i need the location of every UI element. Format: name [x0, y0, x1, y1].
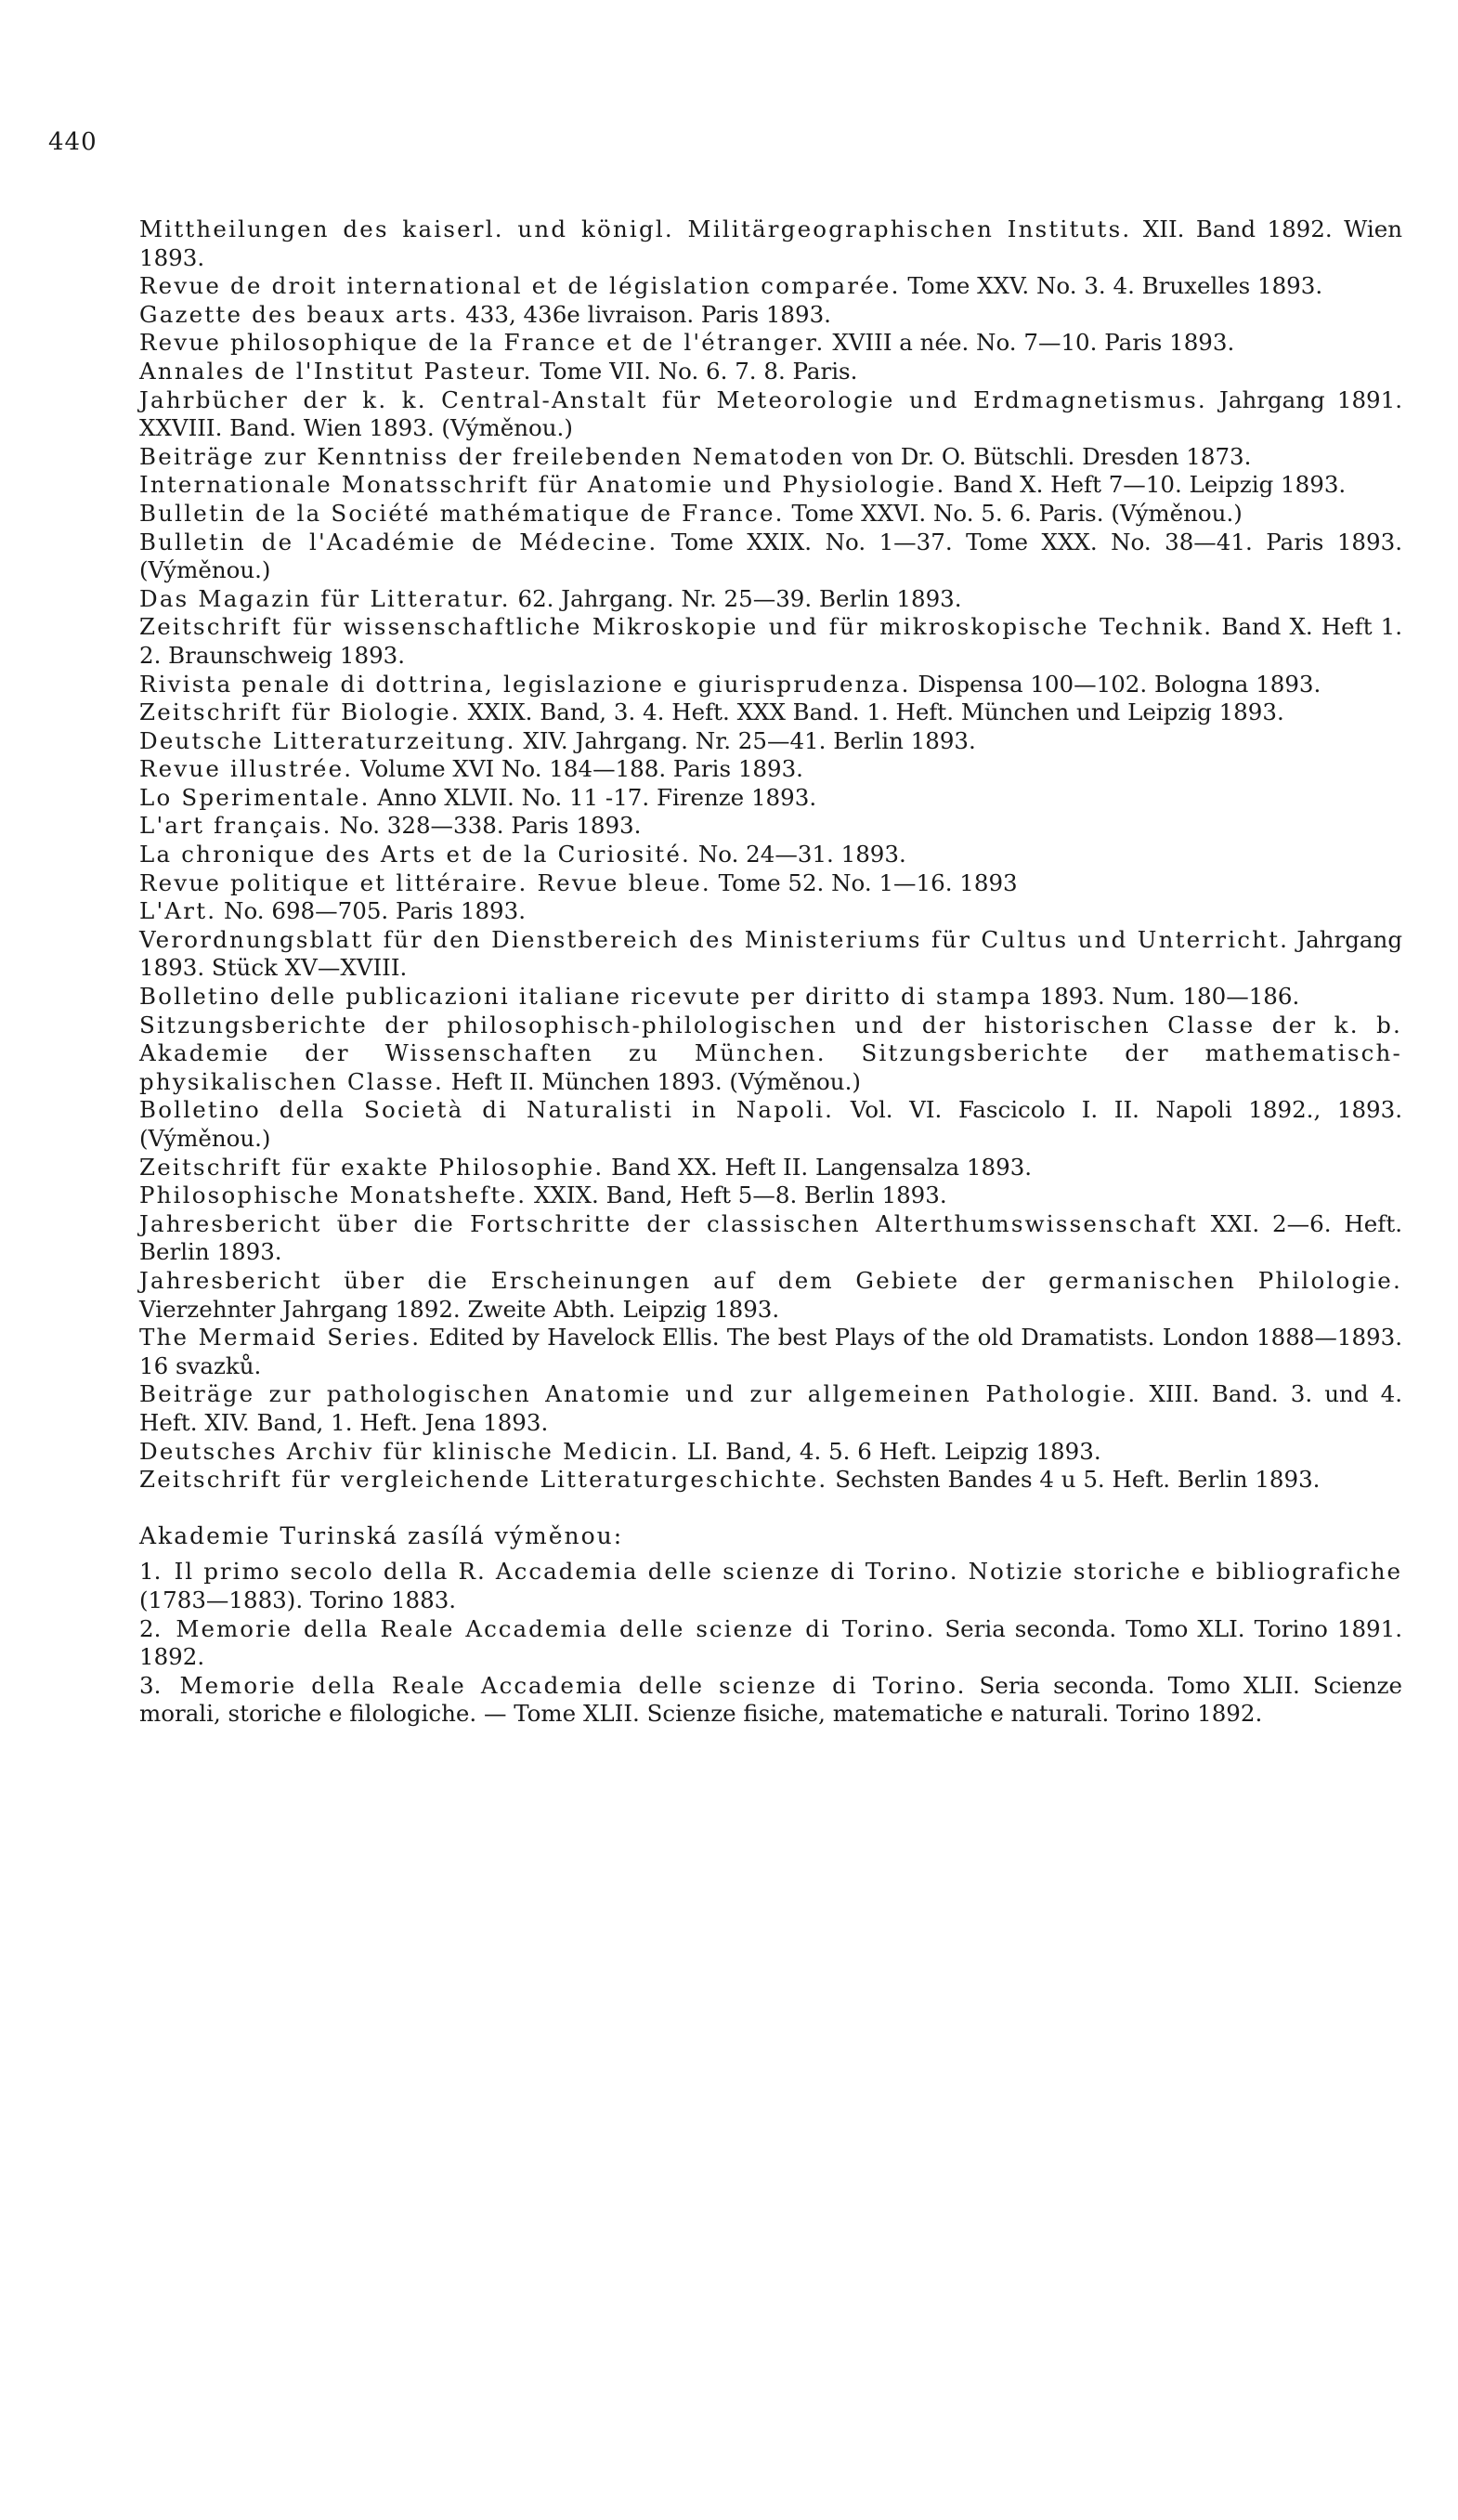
entry-details: Tome XXIX. No. 1—37. Tome XXX. No. 38—41. Paris 1893. (Výměnou.)	[139, 528, 1402, 584]
numbered-entry	[139, 1558, 1402, 1614]
bibliography-entry	[139, 585, 1402, 614]
numbered-entry	[139, 1615, 1402, 1672]
entries-container	[139, 215, 1402, 1495]
section-heading: Akademie Turinská zasílá výměnou:	[139, 1521, 624, 1549]
entry-title: Deutsches Archiv für klinische Medicin.	[139, 1437, 680, 1465]
entry-number: 1.	[139, 1558, 162, 1586]
bibliography-entry	[139, 699, 1402, 727]
entry-title: L'art français.	[139, 812, 332, 840]
bibliography-entry	[139, 471, 1402, 500]
entry-details: Tome VII. No. 6. 7. 8. Paris.	[540, 357, 858, 385]
bibliography-entry	[139, 1210, 1402, 1267]
entry-title: Mittheilungen des kaiserl. und königl. Militärgeographischen Instituts.	[139, 215, 1132, 242]
entry-details: Heft II. München 1893. (Výměnou.)	[450, 1067, 861, 1095]
entry-title: Gazette des beaux arts.	[139, 300, 459, 328]
entry-details: XXIX. Band, 3. 4. Heft. XXX Band. 1. Heft. München und Leipzig 1893.	[467, 699, 1284, 726]
entry-details: No. 328—338. Paris 1893.	[339, 812, 642, 840]
bibliography-entry	[139, 272, 1402, 301]
entry-title: Il primo secolo della R. Accademia delle scienze di Torino. Notizie storiche e bibliografiche	[174, 1558, 1402, 1586]
bibliography-entry	[139, 755, 1402, 784]
entry-details: Band XX. Heft II. Langensalza 1893.	[611, 1153, 1033, 1181]
entry-title: Zeitschrift für vergleichende Litteraturgeschichte.	[139, 1466, 828, 1494]
entry-details: XXIX. Band, Heft 5—8. Berlin 1893.	[533, 1182, 947, 1209]
entry-details: XIV. Jahrgang. Nr. 25—41. Berlin 1893.	[523, 726, 976, 754]
entry-details: Seria seconda. Tomo XLII. Scienze morali, storiche e filologiche. — Tome XLII. Scienze fisiche, matematiche e naturali. Torino 1892.	[139, 1671, 1402, 1728]
entry-details: Edited by Havelock Ellis. The best Plays of the old Dramatists. London 1888—1893. 16 svazků.	[139, 1324, 1403, 1379]
entry-number: 3.	[139, 1671, 162, 1699]
entry-details: XIII. Band. 3. und 4. Heft. XIV. Band, 1. Heft. Jena 1893.	[139, 1380, 1402, 1436]
entry-title: Bolletino della Società di Naturalisti in Napoli.	[139, 1096, 835, 1124]
entry-details: Tome XXV. No. 3. 4. Bruxelles 1893.	[907, 272, 1323, 300]
entry-title: Annales de l'Institut Pasteur.	[139, 357, 533, 385]
entry-details: LI. Band, 4. 5. 6 Heft. Leipzig 1893.	[686, 1437, 1101, 1465]
entry-details: (1783—1883). Torino 1883.	[139, 1586, 457, 1613]
entry-details: Tome XXVI. No. 5. 6. Paris. (Výměnou.)	[791, 499, 1243, 527]
entry-title: Revue de droit international et de législation comparée.	[139, 272, 901, 300]
entry-details: Dispensa 100—102. Bologna 1893.	[918, 670, 1321, 698]
entry-title: Zeitschrift für exakte Philosophie.	[139, 1153, 605, 1181]
bibliography-entry	[139, 329, 1402, 358]
entry-title: Lo Sperimentale.	[139, 783, 371, 811]
entry-details: No. 698—705. Paris 1893.	[224, 897, 527, 925]
entry-details: Tome 52. No. 1—16. 1893	[718, 868, 1018, 896]
entry-details: 1893. Num. 180—186.	[1039, 983, 1300, 1011]
bibliography-entry	[139, 529, 1402, 585]
entry-details: XVIII a née. No. 7—10. Paris 1893.	[832, 329, 1235, 357]
bibliography-entry	[139, 358, 1402, 386]
entry-details: 62. Jahrgang. Nr. 25—39. Berlin 1893.	[517, 584, 962, 612]
entry-title: Beiträge zur pathologischen Anatomie und zur allgemeinen Pathologie.	[139, 1380, 1138, 1408]
bibliography-entry	[139, 897, 1402, 926]
entry-number: 2.	[139, 1614, 162, 1642]
bibliography-entry	[139, 1154, 1402, 1182]
entry-title: Beiträge zur Kenntniss der freilebenden Nematoden	[139, 442, 845, 470]
entry-title: Das Magazin für Litteratur.	[139, 584, 511, 612]
entry-title: Jahresbericht über die Fortschritte der classischen Alterthumswissenschaft	[139, 1209, 1198, 1237]
bibliography-entry	[139, 215, 1402, 272]
entry-title: Revue philosophique de la France et de l'étranger.	[139, 329, 826, 357]
entry-title: Jahrbücher der k. k. Central-Anstalt für Meteorologie und Erdmagnetismus.	[139, 385, 1207, 413]
entry-title: The Mermaid Series.	[139, 1324, 422, 1351]
bibliography-entry	[139, 613, 1402, 670]
entry-details: Vierzehnter Jahrgang 1892. Zweite Abth. Leipzig 1893.	[139, 1295, 780, 1323]
bibliography-entry	[139, 812, 1402, 841]
entry-title: Revue illustrée.	[139, 755, 354, 783]
entry-details: Vol. VI. Fascicolo I. II. Napoli 1892., 1893. (Výměnou.)	[139, 1096, 1402, 1152]
bibliography-list	[139, 215, 1402, 1729]
entry-title: L'Art.	[139, 897, 217, 925]
bibliography-entry	[139, 1096, 1402, 1153]
bibliography-entry	[139, 386, 1402, 443]
entry-details: Band X. Heft 7—10. Leipzig 1893.	[953, 471, 1347, 499]
entry-details: No. 24—31. 1893.	[697, 841, 906, 868]
entry-title: Zeitschrift für wissenschaftliche Mikroskopie und für mikroskopische Technik.	[139, 613, 1214, 641]
bibliography-entry	[139, 841, 1402, 869]
bibliography-entry	[139, 671, 1402, 699]
bibliography-entry	[139, 500, 1402, 529]
bibliography-entry	[139, 983, 1402, 1012]
bibliography-entry	[139, 926, 1402, 983]
bibliography-entry	[139, 784, 1402, 813]
entry-details: Volume XVI No. 184—188. Paris 1893.	[360, 755, 803, 783]
bibliography-entry	[139, 869, 1402, 898]
entry-details: Seria seconda. Tomo XLI. Torino 1891. 1892.	[139, 1614, 1402, 1671]
entry-details: 433, 436e livraison. Paris 1893.	[465, 300, 831, 328]
page-number: 440	[48, 128, 98, 156]
entry-details: Jahrgang 1891. XXVIII. Band. Wien 1893. (Výměnou.)	[139, 385, 1402, 442]
entry-title: Memorie della Reale Accademia delle scienze di Torino.	[176, 1614, 936, 1642]
entry-title: Jahresbericht über die Erscheinungen auf dem Gebiete der germanischen Philologie.	[139, 1266, 1402, 1294]
entry-title: Bulletin de la Société mathématique de France.	[139, 499, 785, 527]
entry-title: Deutsche Litteraturzeitung.	[139, 726, 516, 754]
entry-details: Jahrgang 1893. Stück XV—XVIII.	[139, 925, 1402, 982]
bibliography-entry	[139, 1438, 1402, 1467]
entry-title: Bolletino delle publicazioni italiane ricevute per diritto di stampa	[139, 983, 1033, 1011]
entry-title: Rivista penale di dottrina, legislazione e giurisprudenza.	[139, 670, 911, 698]
bibliography-entry	[139, 1380, 1402, 1437]
entry-title: Sitzungsberichte der philosophisch-philologischen und der historischen Classe der k. b. Akademie der Wissenschaften zu München. Sitzungsberichte der mathematisch-physikalischen Classe.	[139, 1011, 1402, 1095]
entry-details: Band X. Heft 1. 2. Braunschweig 1893.	[139, 613, 1403, 669]
bibliography-entry	[139, 301, 1402, 330]
entry-details: XII. Band 1892. Wien 1893.	[139, 215, 1402, 271]
entry-title: Revue politique et littéraire. Revue bleue.	[139, 868, 711, 896]
numbered-entry	[139, 1672, 1402, 1729]
entry-title: Bulletin de l'Académie de Médecine.	[139, 528, 658, 555]
bibliography-entry	[139, 1012, 1402, 1097]
bibliography-entry	[139, 443, 1402, 472]
entry-details: Anno XLVII. No. 11 -17. Firenze 1893.	[377, 783, 817, 811]
entry-title: La chronique des Arts et de la Curiosité.	[139, 841, 692, 868]
entry-title: Philosophische Monatshefte.	[139, 1182, 527, 1209]
bibliography-entry	[139, 1324, 1402, 1380]
bibliography-entry	[139, 1267, 1402, 1324]
entry-title: Memorie della Reale Accademia delle scienze di Torino.	[179, 1671, 967, 1699]
entry-title: Zeitschrift für Biologie.	[139, 699, 461, 726]
entry-details: XXI. 2—6. Heft. Berlin 1893.	[139, 1209, 1402, 1266]
entry-details: von Dr. O. Bütschli. Dresden 1873.	[852, 442, 1252, 470]
bibliography-entry	[139, 1466, 1402, 1495]
numbered-entries-container	[139, 1558, 1402, 1729]
entry-title: Internationale Monatsschrift für Anatomie und Physiologie.	[139, 471, 946, 499]
entry-details: Sechsten Bandes 4 u 5. Heft. Berlin 1893.	[835, 1466, 1321, 1494]
bibliography-entry	[139, 1182, 1402, 1210]
entry-title: Verordnungsblatt für den Dienstbereich des Ministeriums für Cultus und Unterricht.	[139, 925, 1290, 953]
bibliography-entry	[139, 727, 1402, 756]
